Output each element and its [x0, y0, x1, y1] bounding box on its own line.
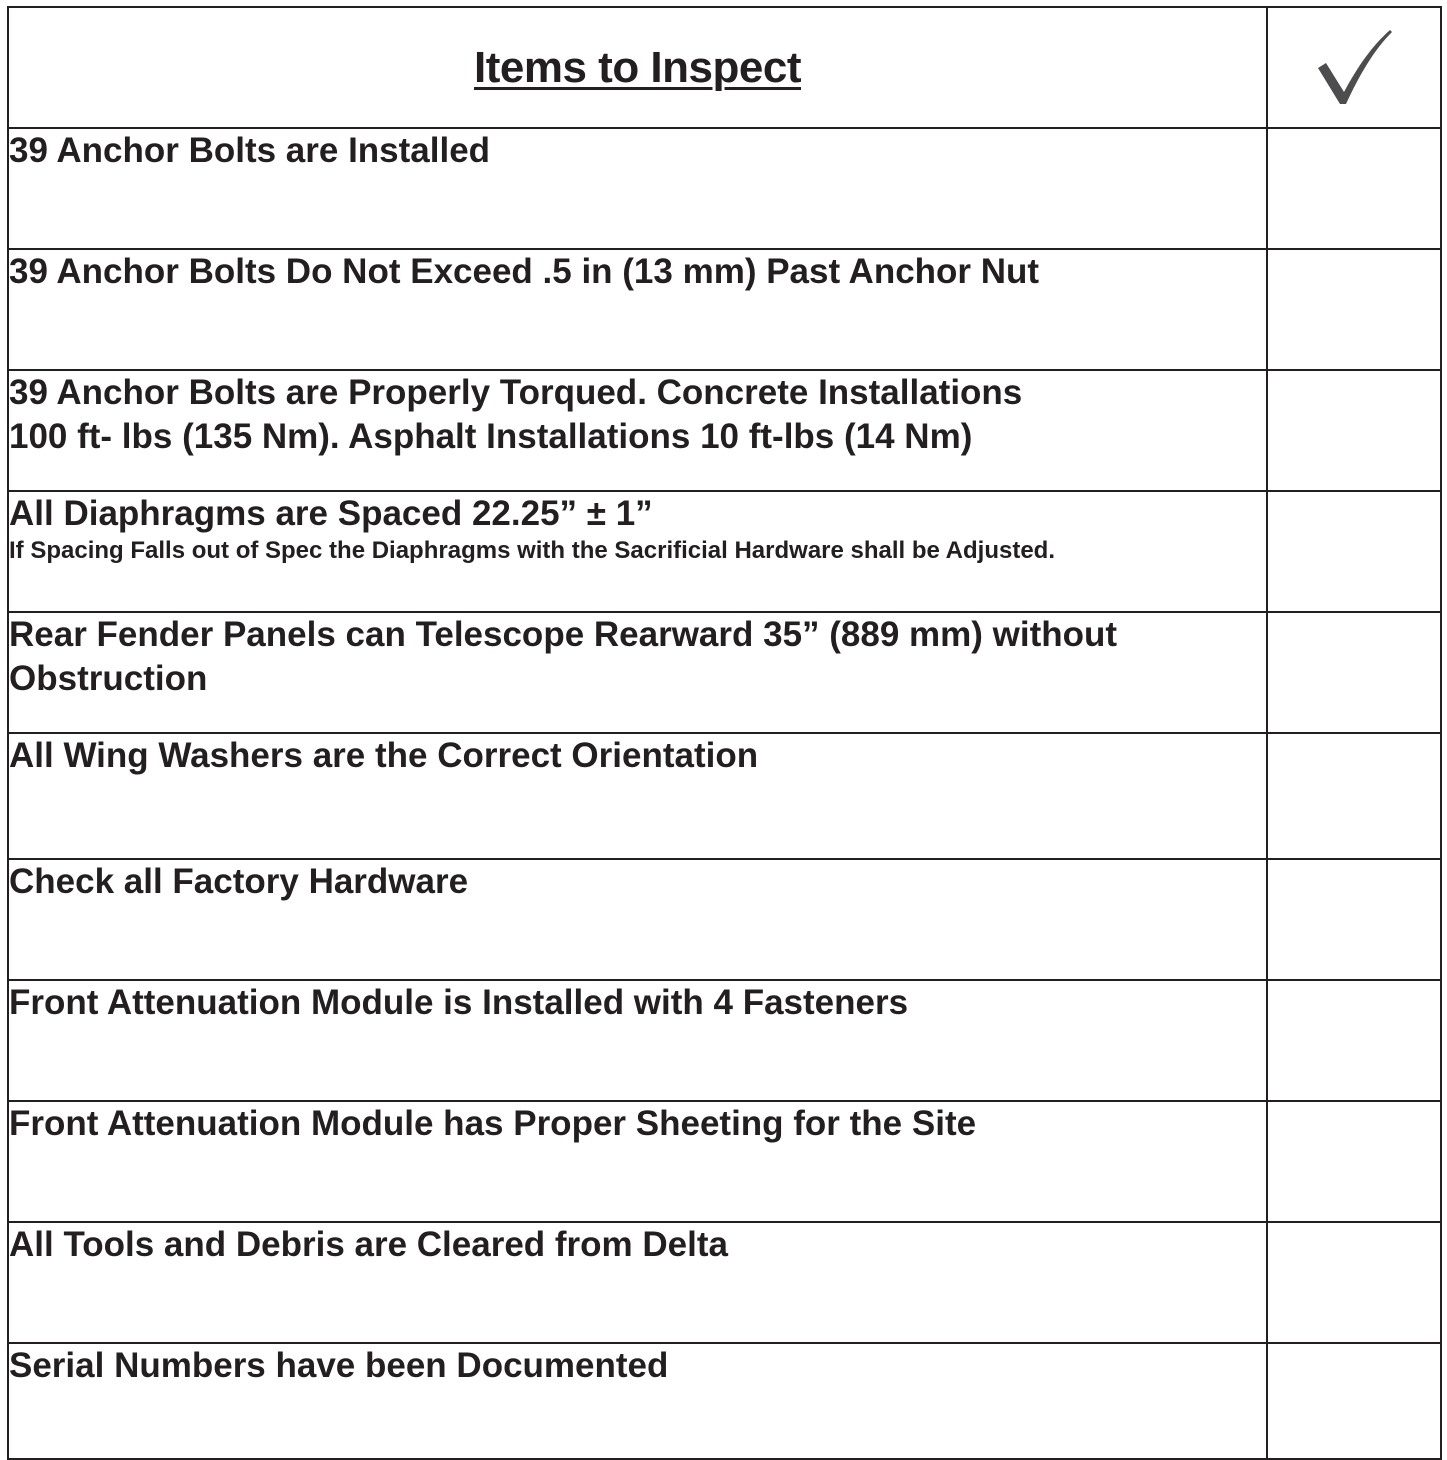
check-box-cell[interactable] — [1267, 1101, 1441, 1222]
check-box-cell[interactable] — [1267, 733, 1441, 859]
inspection-checklist — [7, 6, 1442, 1460]
item-cell — [8, 370, 1267, 491]
item-text: Check all Factory Hardware — [9, 862, 469, 901]
check-box-cell[interactable] — [1267, 128, 1441, 249]
item-cell — [8, 1222, 1267, 1343]
item-text: All Tools and Debris are Cleared from Delta — [9, 1225, 728, 1264]
check-box-cell[interactable] — [1267, 859, 1441, 980]
items-header-cell — [8, 7, 1267, 128]
item-note: If Spacing Falls out of Spec the Diaphragms with the Sacrificial Hardware shall be Adjusted. — [9, 537, 1056, 564]
item-text: All Diaphragms are Spaced 22.25” ± 1” — [9, 494, 653, 533]
checklist-row — [8, 491, 1441, 612]
items-header-title: Items to Inspect — [474, 42, 801, 92]
check-box-cell[interactable] — [1267, 370, 1441, 491]
checklist-row — [8, 859, 1441, 980]
checklist-row — [8, 1222, 1441, 1343]
check-box-cell[interactable] — [1267, 612, 1441, 733]
checklist-row — [8, 980, 1441, 1101]
check-box-cell[interactable] — [1267, 1222, 1441, 1343]
checklist-row — [8, 612, 1441, 733]
check-box-cell[interactable] — [1267, 249, 1441, 370]
item-text: 39 Anchor Bolts are Properly Torqued. Concrete Installations 100 ft- lbs (135 Nm). Asphalt Installations 10 ft-lbs (14 Nm) — [9, 373, 1023, 456]
item-cell — [8, 128, 1267, 249]
item-cell — [8, 249, 1267, 370]
check-box-cell[interactable] — [1267, 980, 1441, 1101]
check-box-cell[interactable] — [1267, 1343, 1441, 1459]
item-cell — [8, 980, 1267, 1101]
item-cell — [8, 1343, 1267, 1459]
item-cell — [8, 733, 1267, 859]
checkmark-icon — [1268, 30, 1440, 106]
item-text: Front Attenuation Module is Installed with 4 Fasteners — [9, 983, 909, 1022]
checklist-row — [8, 370, 1441, 491]
checklist-row — [8, 128, 1441, 249]
item-text: 39 Anchor Bolts Do Not Exceed .5 in (13 mm) Past Anchor Nut — [9, 252, 1040, 291]
item-cell — [8, 859, 1267, 980]
check-header-cell — [1267, 7, 1441, 128]
item-cell — [8, 1101, 1267, 1222]
check-box-cell[interactable] — [1267, 491, 1441, 612]
item-text: Rear Fender Panels can Telescope Rearward 35” (889 mm) without Obstruction — [9, 615, 1118, 698]
checklist-row — [8, 733, 1441, 859]
item-cell — [8, 612, 1267, 733]
item-cell — [8, 491, 1267, 612]
item-text: 39 Anchor Bolts are Installed — [9, 131, 491, 170]
item-text: Serial Numbers have been Documented — [9, 1346, 669, 1385]
checklist-row — [8, 1343, 1441, 1459]
item-text: Front Attenuation Module has Proper Sheeting for the Site — [9, 1104, 977, 1143]
checklist-row — [8, 1101, 1441, 1222]
checklist-row — [8, 249, 1441, 370]
header-row — [8, 7, 1441, 128]
item-text: All Wing Washers are the Correct Orientation — [9, 736, 759, 775]
